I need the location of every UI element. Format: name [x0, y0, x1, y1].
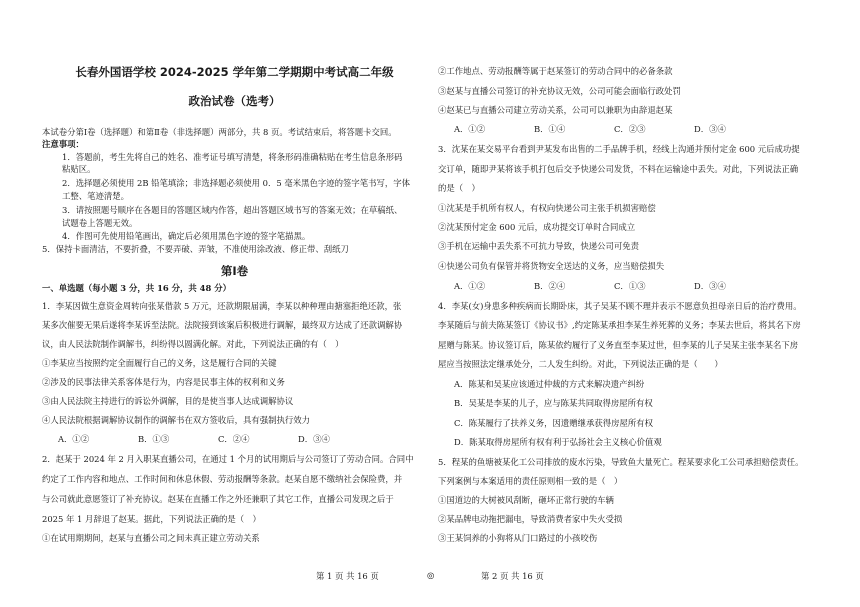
notice-line: 1．答题前，考生先将自己的姓名、准考证号填写清楚，将条形码准确粘贴在考生信息条形码: [62, 152, 403, 162]
q2-choice: ④赵某已与直播公司建立劳动关系，公司可以兼职为由辞退赵某: [438, 105, 673, 115]
q2-line: 约定了工作内容和地点、工作时间和休息休假、劳动报酬等条款。赵某自愿不缴纳社会保险费，并: [42, 474, 403, 484]
option-b[interactable]: B．②④: [534, 281, 566, 291]
q1-options: [58, 434, 378, 445]
option-c[interactable]: C．②③: [614, 124, 646, 134]
q4-line: 李某随后与前夫陈某签订《协议书》,约定陈某承担李某生养死葬的义务；李某去世后，将其名下房: [438, 320, 801, 330]
q1-choice: ④人民法院根据调解协议制作的调解书在双方签收后，具有强制执行效力: [42, 415, 310, 425]
exam-subtitle: 政治试卷（选考）: [188, 94, 281, 108]
option-c[interactable]: C．②④: [218, 434, 250, 444]
q2-line: 2．赵某于 2024 年 2 月入职某直播公司，在通过 1 个月的试用期后与公司签订了劳动合同。合同中: [42, 454, 414, 464]
section-title: 第Ⅰ卷: [220, 264, 249, 278]
q3-choice: ④快递公司负有保管并将货物安全送达的义务，应当赔偿损失: [438, 261, 665, 271]
q5-line: 5．程某的鱼塘被某化工公司排放的废水污染，导致鱼大量死亡。程某要求化工公司承担赔偿责任。: [438, 457, 804, 467]
exam-title: 长春外国语学校 2024-2025 学年第二学期期中考试高二年级: [75, 65, 394, 79]
q1-line: 某多次催要无果后遂将李某诉至法院。法院接到该案后积极进行调解，最终双方达成了还款调解协: [42, 320, 403, 330]
notice-line: 试题卷上答题无效。: [62, 218, 138, 228]
q3-line: 3．沈某在某交易平台看到尹某发布出售的二手品牌手机，经线上沟通并预付定金 600 元后成功提: [438, 144, 800, 154]
q1-choice: ③由人民法院主持进行的诉讼外调解，目的是使当事人达成调解协议: [42, 396, 294, 406]
notice-heading: 注意事项：: [42, 139, 84, 149]
section-subtitle: 一、单选题（每小题 3 分，共 16 分，共 48 分）: [42, 283, 232, 293]
q4-option[interactable]: D．陈某取得房屋所有权有利于弘扬社会主义核心价值观: [454, 437, 662, 447]
notice-line: 工整、笔迹清楚。: [62, 191, 129, 201]
intro-text: 本试卷分第Ⅰ卷（选择题）和第Ⅱ卷（非选择题）两部分，共 8 页。考试结束后，将答题卡交回。: [42, 127, 397, 137]
option-a[interactable]: A．①②: [454, 124, 486, 134]
q5-choice: ③王某饲养的小狗将从门口路过的小孩咬伤: [438, 533, 598, 543]
q1-choice: ①李某应当按照约定全面履行自己的义务，这是履行合同的关键: [42, 358, 277, 368]
q3-choice: ②沈某预付定金 600 元后，成功提交订单时合同成立: [438, 222, 636, 232]
option-a[interactable]: A．①②: [58, 434, 90, 444]
q1-line: 1．李某因做生意资金周转向张某借款 5 万元，还款期限届满，李某以种种理由搪塞拒绝还款，张: [42, 301, 402, 311]
q4-option[interactable]: B．吴某是李某的儿子，应与陈某共同取得房屋所有权: [454, 398, 653, 408]
q2-options: [454, 124, 774, 135]
notice-line: 2．选择题必须使用 2B 铅笔填涂；非选择题必须使用 0．5 毫米黑色字迹的签字笔书写，字体: [62, 178, 410, 188]
q3-line: 交订单，随即尹某将该手机打包后交予快递公司发货，不料在运输途中丢失。对此，下列说法正确: [438, 164, 799, 174]
q3-line: 的是（ ）: [438, 183, 480, 193]
notice-line: 4．作图可先使用铅笔画出，确定后必须用黑色字迹的签字笔描黑。: [62, 231, 311, 241]
footer-center-mark: ◎: [427, 570, 435, 580]
q2-line: 2025 年 1 月辞退了赵某。据此，下列说法正确的是（ ）: [42, 514, 261, 524]
q4-line: 屋赠与陈某。协议签订后，陈某依约履行了义务直至李某过世，但李某的儿子吴某主张李某名下房: [438, 340, 799, 350]
option-a[interactable]: A．①②: [454, 281, 486, 291]
q5-choice: ①国道边的大树被风刮断，砸坏正常行驶的车辆: [438, 495, 614, 505]
option-b[interactable]: B．①③: [138, 434, 170, 444]
q3-choice: ③手机在运输中丢失系不可抗力导致，快递公司可免责: [438, 241, 639, 251]
q4-option[interactable]: C．陈某履行了扶养义务，因遗赠继承获得房屋所有权: [454, 418, 654, 428]
q3-options: [454, 281, 774, 292]
footer-page-left: 第 1 页 共 16 页: [316, 571, 379, 581]
q4-option[interactable]: A．陈某和吴某应该通过仲裁的方式来解决遗产纠纷: [454, 379, 645, 389]
q2-choice: ③赵某与直播公司签订的补充协议无效，公司可能会面临行政处罚: [438, 86, 681, 96]
q1-choice: ②涉及的民事法律关系客体是行为，内容是民事主体的权利和义务: [42, 377, 285, 387]
notice-line: 5．保持卡面清洁，不要折叠，不要弄破、弄皱，不准使用涂改液、修正带、刮纸刀: [42, 244, 349, 254]
q4-line: 4．李某(女)身患多种疾病而长期卧床，其子吴某不顾不理并表示不愿意负担母亲日后的治疗费用。: [438, 301, 802, 311]
notice-line: 3．请按照题号顺序在各题目的答题区域内作答，超出答题区域书写的答案无效；在草稿纸、: [62, 205, 403, 215]
option-c[interactable]: C．①③: [614, 281, 646, 291]
notice-line: 粘贴区。: [62, 164, 96, 174]
q2-choice: ②工作地点、劳动报酬等属于赵某签订的劳动合同中的必备条款: [438, 66, 673, 76]
footer-page-right: 第 2 页 共 16 页: [481, 571, 544, 581]
q4-line: 屋应当按照法定继承处分，二人发生纠纷。对此，下列说法正确的是（ ）: [438, 359, 723, 369]
q1-line: 议，由人民法院制作调解书，纠纷得以圆满化解。对此，下列说法正确的有（ ）: [42, 339, 344, 349]
q2-choice: ①在试用期期间，赵某与直播公司之间未真正建立劳动关系: [42, 533, 260, 543]
q5-line: 下列案例与本案适用的责任原则相一致的是（ ）: [438, 476, 623, 486]
q3-choice: ①沈某是手机所有权人，有权向快递公司主张手机损害赔偿: [438, 203, 656, 213]
option-d[interactable]: D．③④: [694, 124, 726, 134]
option-d[interactable]: D．③④: [298, 434, 330, 444]
option-b[interactable]: B．①④: [534, 124, 566, 134]
option-d[interactable]: D．③④: [694, 281, 726, 291]
q5-choice: ②某品牌电动拖把漏电，导致消费者家中失火受损: [438, 514, 623, 524]
q2-line: 与公司就此意愿签订了补充协议。赵某在直播工作之外还兼职了其它工作，直播公司发现之后于: [42, 494, 394, 504]
